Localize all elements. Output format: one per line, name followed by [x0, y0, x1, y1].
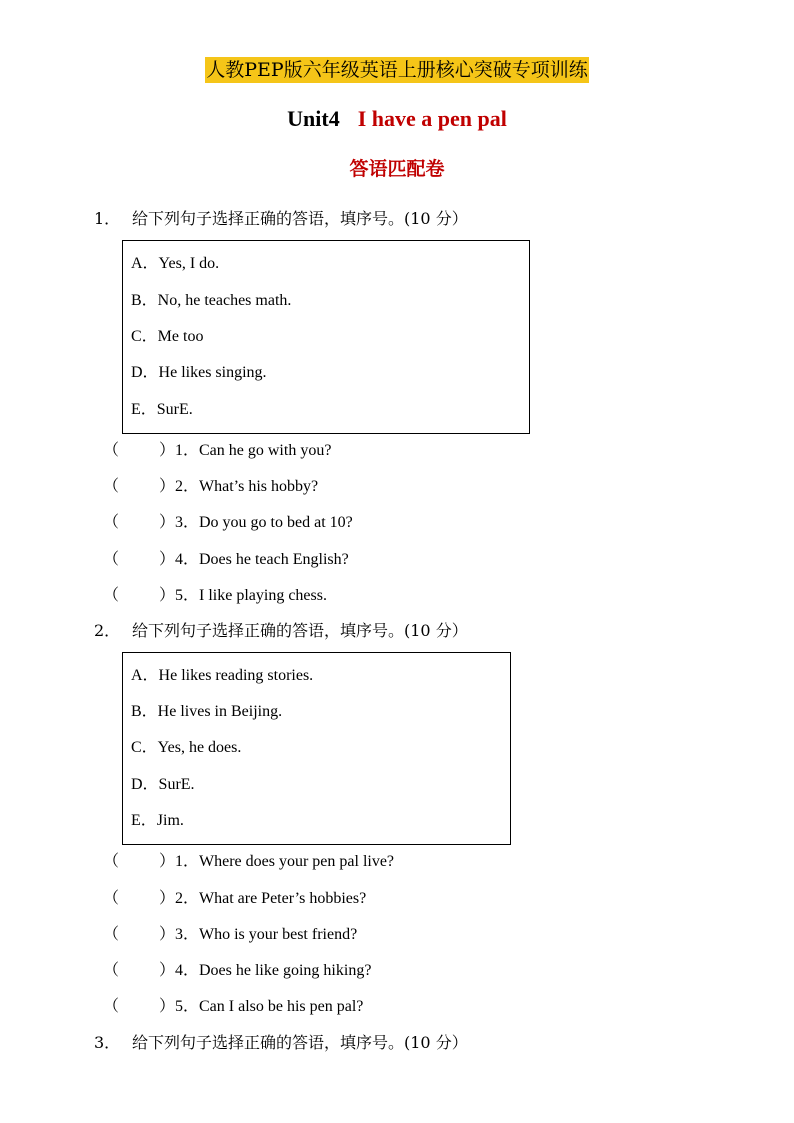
answer-blank[interactable]: （	[103, 442, 120, 459]
section-3-heading	[94, 1030, 468, 1053]
answer-blank[interactable]: （	[103, 998, 120, 1015]
answer-blank[interactable]: （	[103, 478, 120, 495]
question-item	[103, 885, 366, 908]
unit-label: Unit4	[287, 106, 340, 131]
question-item	[103, 509, 353, 532]
section-instruction: 给下列句子选择正确的答语，填序号。(10 分）	[132, 621, 468, 640]
question-item	[103, 546, 349, 569]
question-text: ）1．Where does your pen pal live?	[159, 853, 395, 870]
option: A．He likes reading stories.	[131, 667, 314, 684]
answer-blank[interactable]: （	[103, 926, 120, 943]
question-text: ）5．Can I also be his pen pal?	[159, 998, 364, 1015]
option: D．SurE.	[131, 776, 195, 793]
option: B．No, he teaches math.	[131, 292, 292, 309]
option: A．Yes, I do.	[131, 255, 220, 272]
section-number: 1．	[94, 209, 121, 228]
section-2-heading	[94, 618, 468, 641]
option: C．Yes, he does.	[131, 739, 242, 756]
option: C．Me too	[131, 328, 204, 345]
question-text: ）2．What are Peter’s hobbies?	[159, 890, 367, 907]
unit-heading	[0, 106, 794, 132]
answer-blank[interactable]: （	[103, 514, 120, 531]
answer-blank[interactable]: （	[103, 962, 120, 979]
section-number: 2．	[94, 621, 121, 640]
question-item	[103, 848, 394, 871]
answer-blank[interactable]: （	[103, 551, 120, 568]
question-item	[103, 582, 327, 605]
question-item	[103, 957, 371, 980]
option: E．SurE.	[131, 401, 193, 418]
unit-title: I have a pen pal	[357, 106, 507, 131]
option: D．He likes singing.	[131, 364, 267, 381]
question-text: ）4．Does he like going hiking?	[159, 962, 372, 979]
page-subtitle: 答语匹配卷	[349, 158, 445, 180]
question-item	[103, 921, 357, 944]
question-item	[103, 437, 331, 460]
banner-text: 人教PEP版六年级英语上册核心突破专项训练	[206, 59, 588, 81]
option: B．He lives in Beijing.	[131, 703, 283, 720]
section-instruction: 给下列句子选择正确的答语，填序号。(10 分）	[132, 1033, 468, 1052]
question-text: ）5．I like playing chess.	[159, 587, 327, 604]
answer-blank[interactable]: （	[103, 890, 120, 907]
section-2-options-box	[122, 652, 511, 845]
answer-blank[interactable]: （	[103, 587, 120, 604]
section-instruction: 给下列句子选择正确的答语，填序号。(10 分）	[132, 209, 468, 228]
question-text: ）4．Does he teach English?	[159, 551, 349, 568]
question-text: ）1．Can he go with you?	[159, 442, 332, 459]
question-item	[103, 993, 363, 1016]
section-1-heading	[94, 206, 468, 229]
question-text: ）2．What’s his hobby?	[159, 478, 319, 495]
question-item	[103, 473, 318, 496]
section-1-options-box	[122, 240, 530, 434]
document-banner	[0, 53, 794, 87]
option: E．Jim.	[131, 812, 184, 829]
question-text: ）3．Who is your best friend?	[159, 926, 358, 943]
question-text: ）3．Do you go to bed at 10?	[159, 514, 353, 531]
answer-blank[interactable]: （	[103, 853, 120, 870]
section-number: 3．	[94, 1033, 121, 1052]
